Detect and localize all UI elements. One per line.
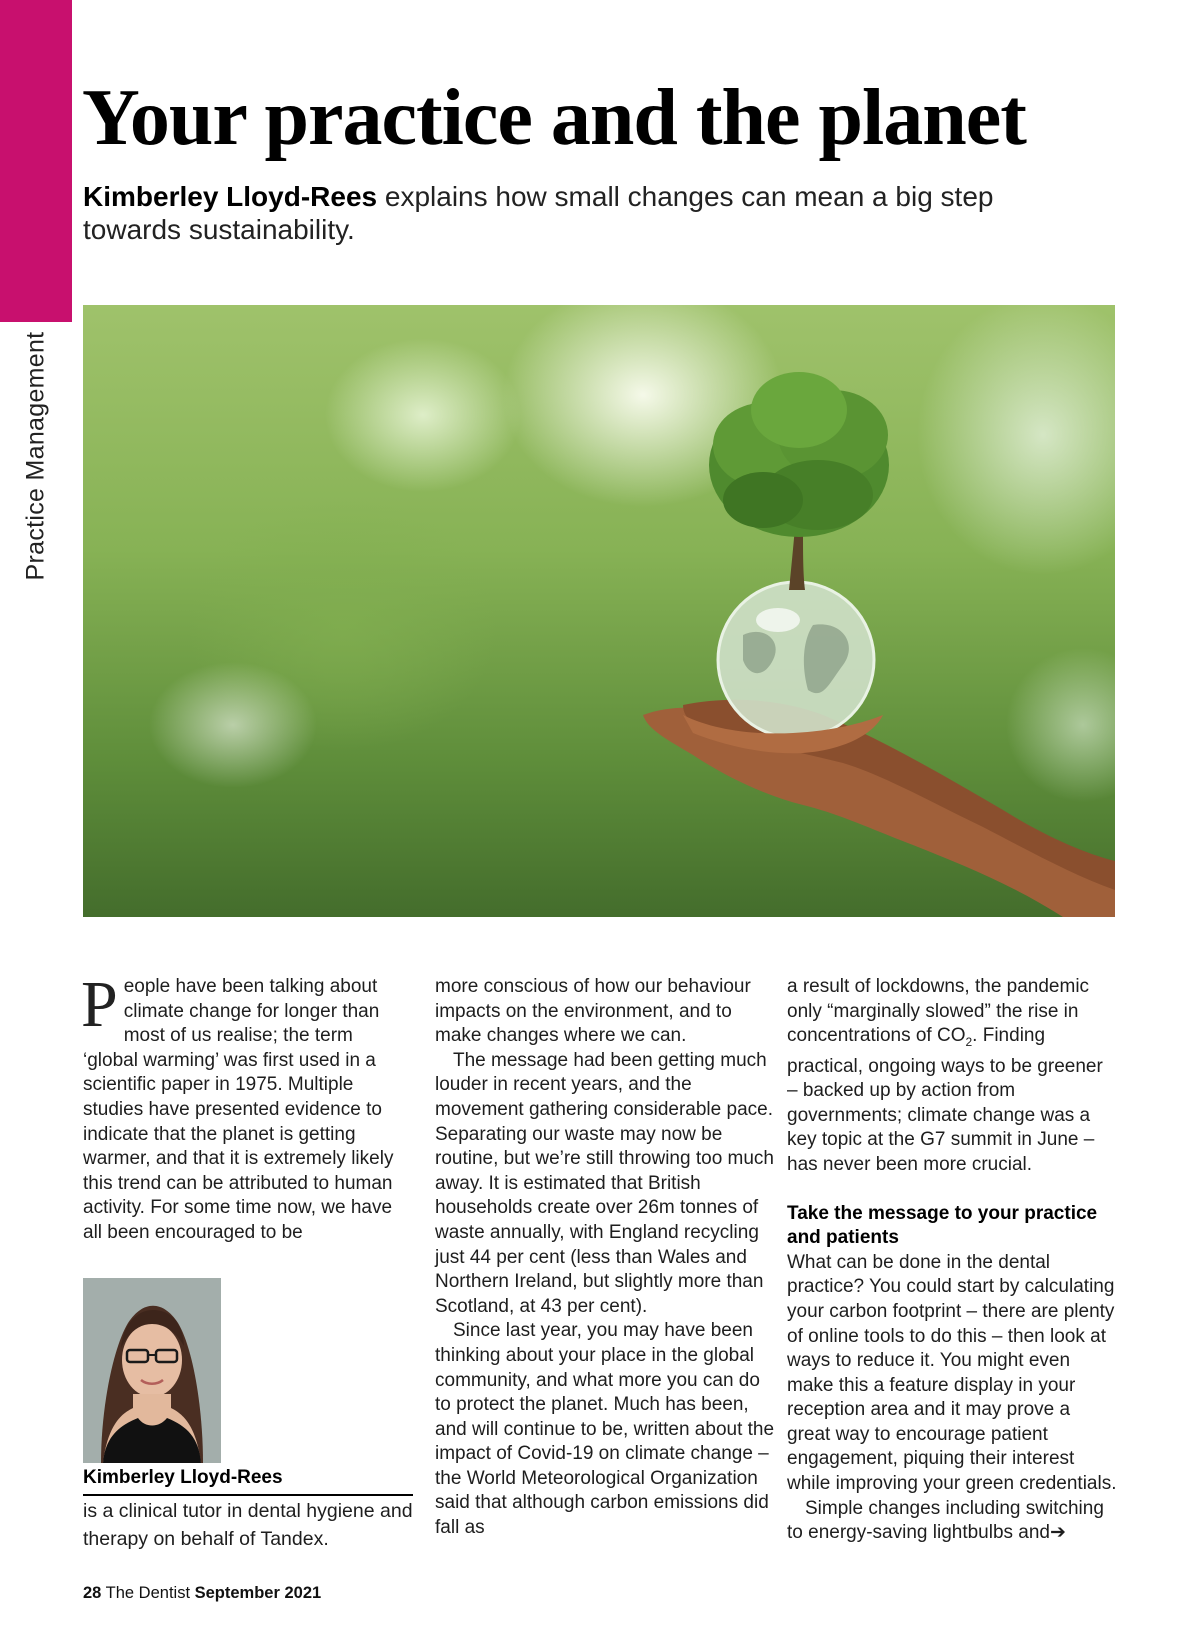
standfirst-text: explains how small changes can mean a big step towards sustainability.	[83, 181, 994, 245]
body-text: Simple changes including switching to energy-saving lightbulbs and	[787, 1497, 1104, 1544]
body-column-2	[435, 975, 775, 1541]
body-paragraph	[81, 968, 408, 1246]
body-paragraph: Since last year, you may have been thinking about your place in the global community, and what more you can do to protect the planet. Much has been, and will continue to be, written about the impact of Covid-19 on climate change – the World Meteorological Organization said that although carbon emissions did fall as	[435, 1320, 775, 1539]
magazine-name: The Dentist	[105, 1584, 191, 1602]
author-bio: is a clinical tutor in dental hygiene and therapy on behalf of Tandex.	[83, 1500, 413, 1550]
section-subheading: Take the message to your practice and patients	[787, 1202, 1098, 1249]
body-paragraph: The message had been getting much louder in recent years, and the movement gathering considerable pace. Separating our waste may now be routine, but we’re still throwing too much away. It is estimated that British households create over 26m tonnes of waste annually, with England recycling just 44 per cent (less than Wales and Northern Ireland, but slightly more than Scotland, at 43 per cent).	[435, 1049, 774, 1317]
issue-date: September 2021	[194, 1584, 322, 1602]
hero-image-tree-globe-hands	[83, 305, 1115, 917]
body-text: a result of lockdowns, the pandemic only “marginally slowed” the rise in concentrations of CO	[787, 976, 1090, 1047]
page-number: 28	[83, 1584, 102, 1602]
continue-arrow-icon: ➔	[1050, 1522, 1066, 1544]
drop-cap: P	[81, 968, 118, 1041]
article-title: Your practice and the planet	[82, 74, 1026, 162]
subscript-2: 2	[965, 1034, 973, 1049]
body-column-3	[787, 975, 1117, 1546]
standfirst	[83, 180, 1093, 246]
body-text: . Finding practical, ongoing ways to be greener – backed up by action from governments; climate change was a key topic at the G7 summit in June – has never been more crucial.	[787, 1025, 1103, 1175]
body-paragraph-text: eople have been talking about climate change for longer than most of us realise; the term ‘global warming’ was first used in a scientific paper in 1975. Multiple studies have presented evidence to indicate that the planet is getting warmer, and that it is extremely likely this trend can be attributed to human activity. For some time now, we have all been encouraged to be	[83, 976, 394, 1243]
page-footer	[83, 1584, 321, 1603]
body-paragraph: more conscious of how our behaviour impacts on the environment, and to make changes where we can.	[435, 976, 751, 1047]
body-paragraph	[787, 975, 1117, 1178]
standfirst-author: Kimberley Lloyd-Rees	[83, 181, 378, 212]
section-tag: Practice Management	[21, 331, 50, 581]
body-paragraph	[787, 1497, 1117, 1546]
author-name: Kimberley Lloyd-Rees	[83, 1466, 413, 1496]
body-column-1	[81, 968, 408, 1246]
author-photo	[83, 1278, 221, 1463]
section-color-bar	[0, 0, 72, 322]
body-paragraph: What can be done in the dental practice? You could start by calculating your carbon footprint – there are plenty of online tools to do this – then look at ways to reduce it. You might even make this a feature display in your reception area and it may prove a great way to encourage patient engagement, piquing their interest while improving your green credentials.	[787, 1251, 1117, 1495]
